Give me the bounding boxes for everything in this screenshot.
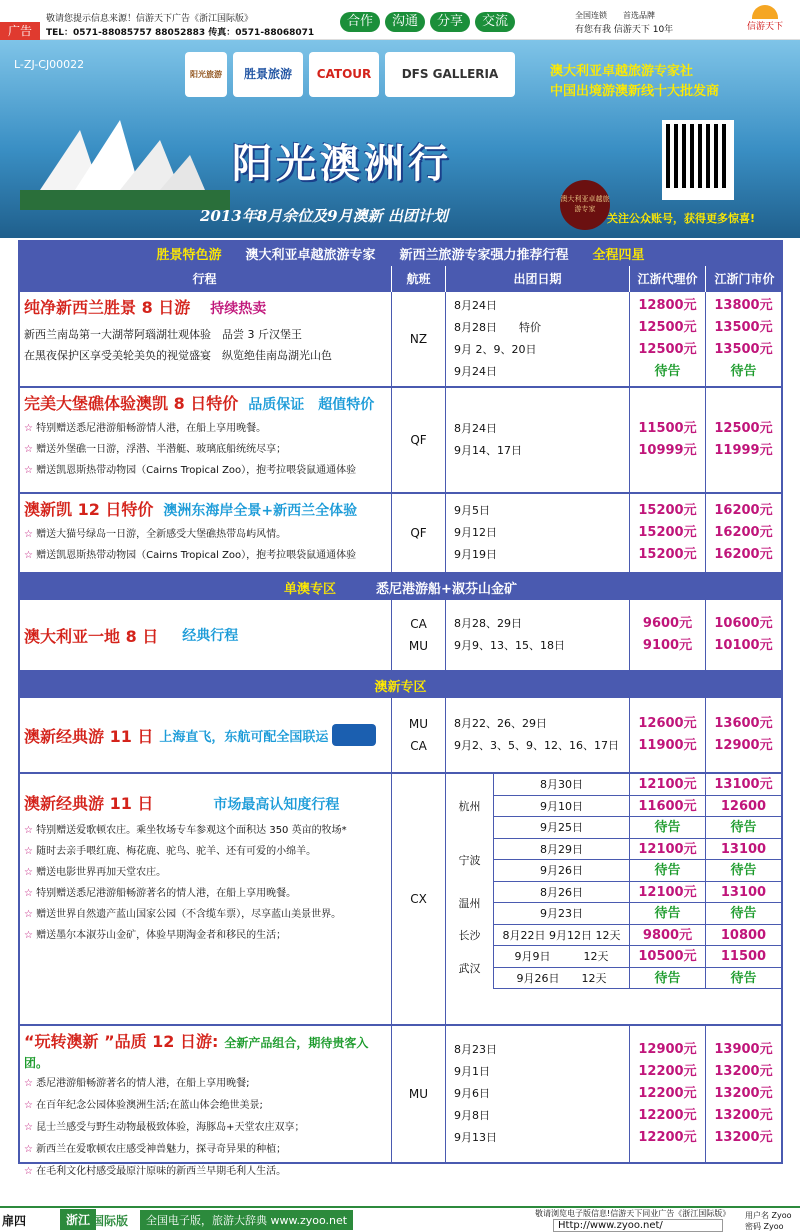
shengjing-logo: 胜景旅游	[233, 52, 303, 97]
section-aus-nz: 澳新专区	[18, 672, 783, 698]
slogan-2: 中国出境游澳新线十大批发商	[550, 84, 720, 99]
page-subtitle: 2013年8月余位及9月澳新 出团计划	[200, 207, 448, 225]
zhejiang-tag: 浙江	[60, 1209, 96, 1230]
expert-seal: 澳大利亚卓越旅游专家	[560, 180, 610, 230]
page-label: 扉四	[2, 1214, 27, 1228]
pill-cooperate: 合作	[340, 12, 380, 32]
table-header: 行程 航班 出团日期 江浙代理价 江浙门市价	[18, 266, 783, 292]
hero-banner	[0, 40, 800, 238]
pill-share: 分享	[430, 12, 470, 32]
table-row: 澳大利亚一地 8 日 经典行程 CA MU 8月28、29日 9月9、13、15、18日 9600元 9100元 10600元 10100元	[18, 600, 783, 672]
table-row: 澳新凯 12 日特价 澳洲东海岸全景+新西兰全体验 ☆ 赠送大猫号绿岛一日游，全新感受大堡礁热带岛屿风情。 ☆ 赠送凯恩斯热带动物园（Cairns Tropical Zoo），抱考拉喂袋鼠通通体验 QF 9月5日 9月12日 9月19日 15200元 15200元 15200元 16200元 16200元 16200元	[18, 494, 783, 574]
top-bar	[0, 0, 800, 40]
table-row: “玩转澳新 ”品质 12 日游: 全新产品组合，期待贵客入团。 ☆ 悉尼港游船畅游著名的情人港，在船上享用晚餐; ☆ 在百年纪念公园体验澳洲生活;在蓝山体会绝世美景; ☆ 昆士兰感受与野生动物最极致体验，海豚岛+天堂农庄双享； ☆ 新西兰在爱歌顿农庄感受神兽魅力，探寻奇异果的种植； ☆ 在毛利文化村感受最原汁原味的新西兰早期毛利人生活。 MU 8月23日 9月1日 9月6日 9月8日 9月13日 12900元 12200元 12200元 12200元 12200元 13900元 13200元 13200元 13200元 13200元	[18, 1026, 783, 1164]
slogan-1: 澳大利亚卓越旅游专家社	[550, 64, 694, 79]
page-title: 阳光澳洲行	[232, 141, 452, 187]
table-row: 澳新经典游 11 日 市场最高认知度行程 ☆ 特别赠送爱歌顿农庄。乘坐牧场专车参观这个面积达 350 英亩的牧场* ☆ 随时去亲手喂红鹿、梅花鹿、驼鸟、驼羊、还有可爱的小绵羊。 ☆ 赠送电影世界再加天堂农庄。 ☆ 特别赠送悉尼港游船畅游著名的情人港，在船上享用晚餐。 ☆ 赠送世界自然遗产蓝山国家公园（不含缆车票），尽享蓝山美景世界。 ☆ 赠送墨尔本淑芬山金矿，体验早期淘金者和移民的生活； CX 杭州 8月30日 9月10日 9月25日 12100元 11600元 待告 13100元 12600 待告 宁波 8月29日 9月26日 12100元 待告 13100 待告 温州 8月26日 9月23日 12100元 待告 13100 待告 长沙 8月22日 9月12日 12天 9800元 10800 武汉 9月9日 12天 9月26日 12天 10500元 待告 11500 待告	[18, 774, 783, 1026]
edition-label: 国际版	[92, 1214, 129, 1228]
table-row: 纯净新西兰胜景 8 日游 持续热卖 新西兰南岛第一大湖蒂阿瑙湖壮观体验 品尝 3 斤汉堡王 在黑夜保护区享受美轮美奂的视觉盛宴 纵览绝佳南岛湖光山色 NZ 8月24日 8月28日 特价 9月 2、9、20日 9月24日 12800元 12500元 12500元 待告 13800元 13500元 13500元 待告	[18, 292, 783, 388]
brand-line1: 全国连锁 首选品牌	[575, 11, 655, 20]
section-australia: 单澳专区 悉尼港游船+淑芬山金矿	[18, 574, 783, 600]
follow-note: 关注公众账号，获得更多惊喜!	[607, 212, 756, 225]
brand-line2: 有您有我 信游天下 10年	[575, 25, 674, 35]
tour-table	[18, 240, 783, 1177]
ad-tag: 广告	[0, 22, 40, 40]
catour-logo: CATOUR	[309, 52, 379, 97]
login-info: 用户名 Zyoo 密码 Zyoo	[745, 1211, 792, 1231]
sun-icon	[752, 5, 778, 19]
opera-house-icon	[20, 110, 230, 210]
contact-note: TEL：0571-88085757 88052883 传真：0571-88068071	[46, 28, 315, 38]
license-code: L-ZJ-CJ00022	[14, 58, 85, 71]
dfs-logo: DFS GALLERIA	[385, 52, 515, 97]
partner-logos	[185, 52, 525, 97]
feature-bar: 胜景特色游 澳大利亚卓越旅游专家 新西兰旅游专家强力推荐行程 全程四星	[18, 240, 783, 266]
sunshine-logo: 阳光旅游	[185, 52, 227, 97]
pill-exchange: 交流	[475, 12, 515, 32]
footer-note: 敬请浏览电子版信息!信游天下同业广告《浙江国际版》	[535, 1209, 731, 1218]
source-note: 敬请您提示信息来源！信游天下广告《浙江国际版》	[46, 14, 254, 24]
xinyou-logo: 信游天下	[735, 5, 795, 37]
table-row: 完美大堡礁体验澳凯 8 日特价 品质保证 超值特价 ☆ 特别赠送悉尼港游船畅游情人港，在船上享用晚餐。 ☆ 赠送外堡礁一日游，浮潜、半潜艇、玻璃底船统统尽享； ☆ 赠送凯恩斯热带动物园（Cairns Tropical Zoo），抱考拉喂袋鼠通通体验 QF 8月24日 9月14、17日 11500元 10999元 12500元 11999元	[18, 388, 783, 494]
airplane-icon	[332, 724, 376, 746]
pill-communicate: 沟通	[385, 12, 425, 32]
table-row: 澳新经典游 11 日 上海直飞，东航可配全国联运 MU CA 8月22、26、29日 9月2、3、5、9、12、16、17日 12600元 11900元 13600元 12900元	[18, 698, 783, 774]
site-banner: 全国电子版，旅游大辞典 www.zyoo.net	[140, 1210, 353, 1230]
url-field[interactable]: Http://www.zyoo.net/	[553, 1219, 723, 1232]
qr-code-icon	[662, 120, 734, 200]
footer	[0, 1206, 800, 1232]
